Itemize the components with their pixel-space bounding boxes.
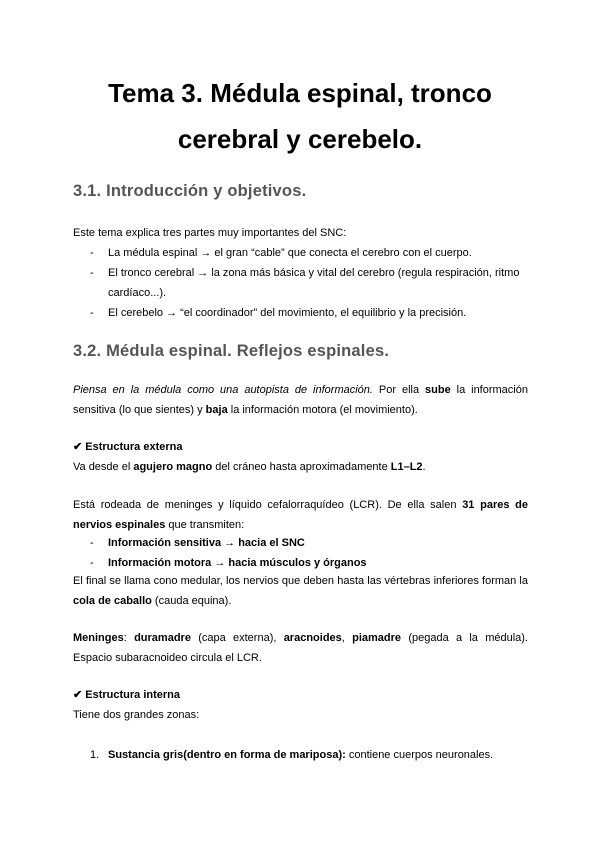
list-item <box>90 243 548 263</box>
text-run: : <box>123 632 135 644</box>
internal-structure-line: Tiene dos grandes zonas: <box>73 709 200 721</box>
list-item-text: Información sensitiva → hacia el SNC <box>108 537 305 549</box>
bullet-marker: - <box>90 537 94 549</box>
bullet-marker: - <box>90 557 94 569</box>
autopista-paragraph <box>73 380 528 420</box>
bold-run: baja <box>205 404 228 416</box>
italic-phrase: Piensa en la médula como una autopista de información. <box>73 384 373 396</box>
bullet-marker: - <box>90 267 94 279</box>
bold-run: cola de caballo <box>73 595 152 607</box>
text-run: la información sensitiva (lo que sientes) y <box>73 384 528 416</box>
list-item <box>90 553 548 573</box>
list-item-text: El cerebelo → “el coordinador” del movimiento, el equilibrio y la precisión. <box>108 307 467 319</box>
list-item <box>90 263 548 303</box>
text-run: (capa externa), <box>190 632 284 644</box>
bold-run: piamadre <box>352 632 402 644</box>
text-run: Está rodeada de meninges y líquido cefalorraquídeo (LCR). De ella salen <box>73 499 463 511</box>
text-run: que transmiten: <box>165 519 245 531</box>
text-run: Por ella <box>372 384 426 396</box>
section-heading-intro: 3.1. Introducción y objetivos. <box>73 182 307 200</box>
title-line-1: Tema 3. Médula espinal, tronco <box>108 78 492 108</box>
bullet-marker: - <box>90 247 94 259</box>
text-run: (pegada a la médula). Espacio subaracnoideo circula el LCR. <box>73 632 528 664</box>
external-structure-line <box>73 457 528 477</box>
text-run: . <box>422 461 426 473</box>
bold-run: L1–L2 <box>390 461 423 473</box>
intro-paragraph: Este tema explica tres partes muy importantes del SNC: <box>73 227 347 239</box>
subheading-text: ✔ Estructura externa <box>73 441 183 453</box>
list-item <box>90 533 548 553</box>
list-item-text: El tronco cerebral → la zona más básica y vital del cerebro (regula respiración, ritmo cardíaco...). <box>108 267 520 299</box>
external-structure-heading <box>73 437 528 457</box>
list-item <box>90 303 548 323</box>
numbered-list-item <box>90 745 548 765</box>
page-title <box>0 70 600 162</box>
bold-run: 31 pares de nervios espinales <box>73 499 529 531</box>
cola-de-caballo-paragraph <box>73 571 528 611</box>
bold-run: sube <box>425 384 451 396</box>
text-run: la información motora (el movimiento). <box>227 404 418 416</box>
list-item-text: La médula espinal → el gran “cable” que conecta el cerebro con el cuerpo. <box>108 247 472 259</box>
list-number: 1. <box>90 749 100 761</box>
bold-run: duramadre <box>134 632 191 644</box>
title-line-2: cerebral y cerebelo. <box>177 124 423 154</box>
subheading-text: ✔ Estructura interna <box>73 689 181 701</box>
bold-run: aracnoides <box>283 632 342 644</box>
section-heading-medula: 3.2. Médula espinal. Reflejos espinales. <box>73 342 390 360</box>
bold-run: Meninges <box>73 632 124 644</box>
text-run: , <box>341 632 353 644</box>
internal-structure-heading <box>73 685 528 705</box>
list-item-text: Información motora → hacia músculos y órganos <box>108 557 367 569</box>
meninges-paragraph <box>73 628 528 668</box>
meninges-lcr-paragraph <box>73 495 528 535</box>
bold-run: agujero magno <box>133 461 213 473</box>
text-run: Va desde el <box>73 461 134 473</box>
text-run: del cráneo hasta aproximadamente <box>212 461 391 473</box>
text-run: contiene cuerpos neuronales. <box>345 749 494 761</box>
bold-run: Sustancia gris(dentro en forma de mariposa): <box>108 749 346 761</box>
text-run: El final se llama cono medular, los nervios que deben hasta las vértebras inferiores forman la <box>73 575 528 587</box>
text-run: (cauda equina). <box>151 595 232 607</box>
bullet-marker: - <box>90 307 94 319</box>
